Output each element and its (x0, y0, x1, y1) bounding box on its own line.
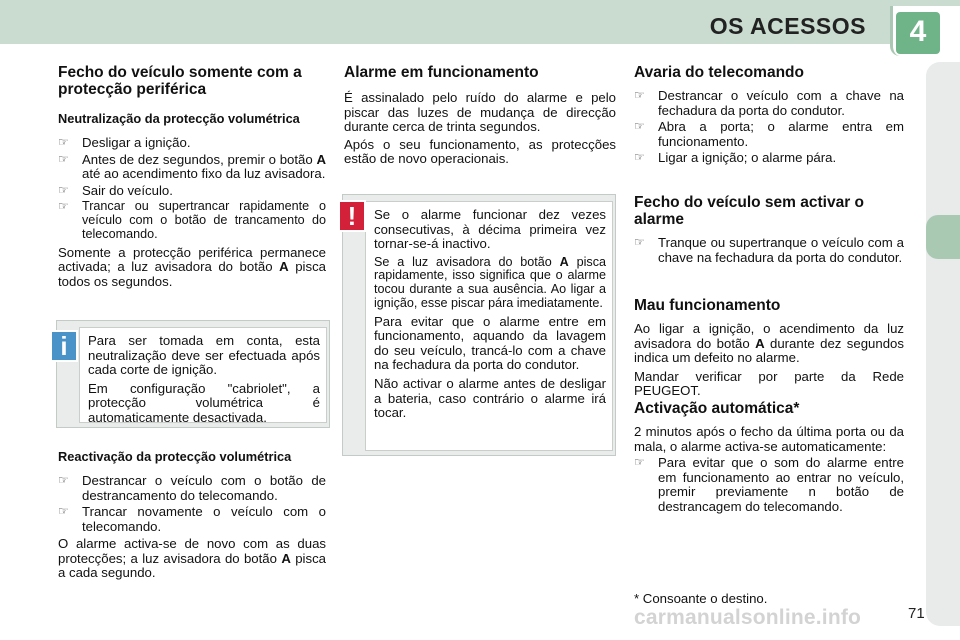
info-paragraph: Para ser tomada em conta, esta neutralização deve ser efectuada após cada corte de ignição. (88, 333, 320, 378)
pointing-hand-icon: ☞ (634, 119, 645, 134)
chapter-number: 4 (909, 15, 927, 48)
pointing-hand-icon: ☞ (634, 455, 645, 470)
auto-paragraph: 2 minutos após o fecho da última porta ou da mala, o alarme activa-se automaticamente: (634, 424, 904, 454)
pointing-hand-icon: ☞ (58, 182, 69, 197)
side-navigation-active-tab (926, 215, 960, 259)
warning-paragraph: Para evitar que o alarme entre em funcionamento, aquando da lavagem do seu veículo, trancá-lo com a chave na fechadura da porta do condutor. (374, 313, 606, 373)
section-title-lock-without-alarm: Fecho do veículo sem activar o alarme (634, 194, 864, 229)
list-item: ☞ Trancar ou supertrancar rapidamente o veículo com o botão de trancamento do telecomando. (58, 199, 326, 241)
warning-paragraph: Se a luz avisadora do botão A pisca rapidamente, isso significa que o alarme tocou durante a sua ausência. Ao ligar a ignição, esse piscar pára imediatamente. (374, 254, 606, 311)
pointing-hand-icon: ☞ (58, 473, 69, 488)
section-title-peripheral: Fecho do veículo somente com a protecção periférica (58, 64, 302, 99)
lock-without-alarm-list (634, 236, 904, 265)
page-number: 71 (908, 605, 925, 622)
footnote: * Consoante o destino. (634, 591, 768, 606)
auto-list (634, 456, 904, 514)
list-item: ☞ Tranque ou supertranque o veículo com a chave na fechadura da porta do condutor. (634, 235, 904, 265)
column-right-auto (634, 400, 904, 514)
section-title-alarm-operating: Alarme em funcionamento (344, 64, 539, 81)
column-right (634, 64, 904, 166)
list-item: ☞ Sair do veículo. (58, 182, 173, 198)
column-left-lower (58, 450, 326, 581)
pointing-hand-icon: ☞ (58, 151, 69, 166)
section-title-malfunction: Mau funcionamento (634, 297, 781, 314)
list-item: ☞ Para evitar que o som do alarme entre em funcionamento ao entrar no veículo, premir previamente n botão de destrancagem do telecomando. (634, 455, 904, 514)
remote-fault-list (634, 89, 904, 166)
warning-paragraph: Não activar o alarme antes de desligar a bateria, caso contrário o alarme irá tocar. (374, 375, 606, 421)
warning-icon: ! (338, 200, 366, 232)
list-item: ☞ Ligar a ignição; o alarme pára. (634, 150, 837, 166)
paragraph-reactivation: O alarme activa-se de novo com as duas protecções; a luz avisadora do botão A pisca a cada segundo. (58, 536, 326, 581)
column-left (58, 64, 326, 289)
paragraph-peripheral-active: Somente a protecção periférica permanece activada; a luz avisadora do botão A pisca todos os segundos. (58, 244, 327, 289)
info-paragraph: Em configuração "cabriolet", a protecção volumétrica é automaticamente desactivada. (88, 380, 320, 425)
list-item: ☞ Desligar a ignição. (58, 135, 191, 151)
column-right-malfunction (634, 297, 904, 399)
page-title: OS ACESSOS (709, 13, 866, 39)
list-item: ☞ Antes de dez segundos, premir o botão A até ao acendimento fixo da luz avisadora. (58, 151, 326, 182)
alarm-paragraph: É assinalado pelo ruído do alarme e pelo piscar das luzes de mudança de direcção durante cerca de trinta segundos. (344, 90, 616, 135)
pointing-hand-icon: ☞ (634, 235, 645, 250)
column-middle (344, 64, 616, 167)
chapter-badge (896, 12, 940, 54)
info-box (56, 320, 330, 428)
watermark: carmanualsonline.info (634, 606, 862, 629)
column-right-noalarm (634, 194, 904, 265)
list-item: ☞ Destrancar o veículo com o botão de destrancamento do telecomando. (58, 473, 326, 503)
pointing-hand-icon: ☞ (634, 150, 645, 165)
info-box-content (79, 327, 327, 423)
subheading-neutralisation: Neutralização da protecção volumétrica (58, 111, 300, 127)
pointing-hand-icon: ☞ (634, 88, 645, 103)
warning-paragraph: Se o alarme funcionar dez vezes consecutivas, à décima primeira vez tornar-se-á inactivo. (374, 207, 606, 252)
info-icon: i (50, 330, 78, 362)
list-item: ☞ Destrancar o veículo com a chave na fechadura da porta do condutor. (634, 88, 904, 118)
warning-box (342, 194, 616, 456)
subheading-reactivation: Reactivação da protecção volumétrica (58, 449, 292, 464)
list-item: ☞ Abra a porta; o alarme entra em funcionamento. (634, 119, 904, 149)
section-title-remote-fault: Avaria do telecomando (634, 64, 804, 81)
alarm-paragraph: Após o seu funcionamento, as protecções estão de novo operacionais. (344, 136, 616, 167)
neutralisation-list (58, 136, 326, 242)
pointing-hand-icon: ☞ (58, 504, 69, 519)
pointing-hand-icon: ☞ (58, 135, 69, 150)
pointing-hand-icon: ☞ (58, 199, 69, 214)
malfunction-paragraph: Ao ligar a ignição, o acendimento da luz avisadora do botão A durante dez segundos indica um defeito no alarme. (634, 321, 904, 366)
section-title-automatic-activation: Activação automática* (634, 400, 800, 417)
side-navigation-strip (926, 62, 960, 626)
list-item: ☞ Trancar novamente o veículo com o telecomando. (58, 504, 326, 534)
malfunction-paragraph: Mandar verificar por parte da Rede PEUGEOT. (634, 368, 904, 399)
reactivation-list (58, 474, 326, 534)
warning-box-content (365, 201, 613, 451)
